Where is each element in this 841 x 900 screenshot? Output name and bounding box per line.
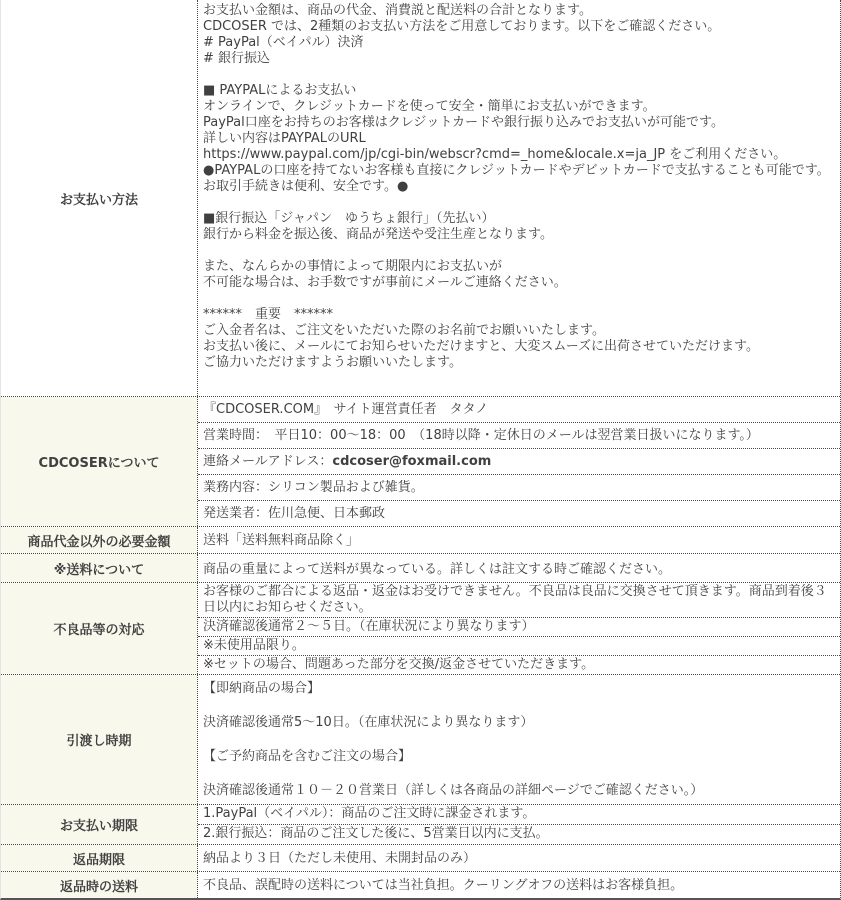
text-line: 詳しい内容はPAYPALのURL (203, 131, 366, 146)
text-line (203, 67, 835, 83)
row-defects (1, 583, 840, 675)
payment-deadline-bank: 2.銀行振込：商品のご注文した後に、5営業日以内に支払。 (198, 824, 840, 844)
row-extra-fees (1, 527, 840, 554)
text-line (203, 697, 835, 714)
text-line: ■銀行振込「ジャパン ゆうちょ銀行」（先払い） (203, 211, 495, 226)
row-delivery-time (1, 675, 840, 805)
payment-method-content (198, 0, 840, 396)
text-line: ●PAYPALの口座を持てないお客様も直接にクレジットカードやデビットカードで支払することも可能です。 (203, 163, 830, 178)
row-payment-method (1, 0, 840, 397)
text-line: 銀行から料金を振込後、商品が発送や受注生産となります。 (203, 227, 553, 242)
about-business-hours: 営業時間： 平日10：00～18：00 （18時以降・定休日のメールは翌営業日扱いになります。） (198, 422, 840, 448)
about-site-operator: 『CDCOSER.COM』 サイト運営責任者 タタノ (203, 402, 489, 417)
row-header-payment-method: お支払い方法 (1, 0, 198, 396)
row-shipping-note (1, 554, 840, 583)
text-line: 【即納商品の場合】 (203, 681, 321, 696)
text-line (203, 291, 835, 307)
about-content (198, 397, 840, 526)
about-shipping-carrier: 発送業者：佐川急便、日本郵政 (198, 500, 840, 526)
row-header-about: CDCOSERについて (1, 397, 198, 526)
text-line: お支払い後に、メールにてお知らせいただけますと、大変スムーズに出荷させていただけます。 (203, 339, 760, 354)
contact-email-address: cdcoser@foxmail.com (332, 454, 492, 469)
text-line (203, 765, 835, 782)
text-line: 決済確認後通常5～10日。（在庫状況により異なります） (203, 715, 534, 730)
about-contact (198, 448, 840, 474)
text-line: 不可能な場合は、お手数ですが事前にメールご連絡ください。 (203, 275, 567, 290)
return-shipping-content: 不良品、誤配時の送料については当社負担。クーリングオフの送料はお客様負担。 (203, 878, 684, 893)
row-header-defects: 不良品等の対応 (1, 583, 198, 674)
defects-policy: お客様のご都合による返品・返金はお受けできません。不良品は良品に交換させて頂きます。商品到着後３日以内にお知らせください。 (203, 584, 827, 615)
row-payment-deadline (1, 805, 840, 845)
text-line: お支払い金額は、商品の代金、消費説と配送料の合計となります。 (203, 3, 592, 18)
text-line: オンラインで、クレジットカードを使って安全・簡単にお支払いができます。 (203, 99, 656, 114)
return-deadline-content: 納品より３日（ただし未使用、未開封品のみ） (203, 851, 477, 866)
about-business-description: 業務内容：シリコン製品および雑貨。 (198, 474, 840, 500)
text-line: CDCOSER では、2種類のお支払い方法をご用意しております。以下をご確認ください。 (203, 19, 721, 34)
text-line: また、なんらかの事情によって期限内にお支払いが (203, 259, 503, 274)
text-line (203, 195, 835, 211)
text-line: ****** 重要 ****** (203, 307, 334, 322)
row-header-return-shipping: 返品時の送料 (1, 872, 198, 898)
payment-deadline-paypal: 1.PayPal（ベイパル）：商品のご注文時に課金されます。 (203, 806, 536, 821)
text-line: ■ PAYPALによるお支払い (203, 83, 357, 98)
row-header-extra-fees: 商品代金以外の必要金額 (1, 527, 198, 553)
text-line (203, 731, 835, 748)
text-line: PayPal口座をお持ちのお客様はクレジットカードや銀行振り込みでお支払いが可能です。 (203, 115, 724, 130)
payment-deadline-content (198, 805, 840, 844)
delivery-time-content (198, 675, 840, 804)
shipping-note-content: 商品の重量によって送料が異なっている。詳しくは註文する時ご確認ください。 (203, 562, 672, 577)
defects-content (198, 583, 840, 674)
row-header-payment-deadline: お支払い期限 (1, 805, 198, 844)
text-line: お取引手続きは便利、安全です。● (203, 179, 409, 194)
row-header-return-deadline: 返品期限 (1, 845, 198, 871)
extra-fees-content: 送料「送料無料商品除く」 (203, 533, 360, 548)
text-line (203, 243, 835, 259)
text-line: 決済確認後通常１０－２０営業日（詳しくは各商品の詳細ページでご確認ください。） (203, 783, 704, 798)
text-line: # PayPal（ベイパル）決済 (203, 35, 364, 50)
row-about (1, 397, 840, 527)
defects-unused-only: ※未使用品限り。 (198, 636, 840, 655)
text-line: https://www.paypal.com/jp/cgi-bin/webscr?cmd=_home&locale.x=ja_JP をご利用ください。 (203, 147, 787, 162)
row-header-shipping-note: ※送料について (1, 554, 198, 582)
text-line: 【ご予約商品を含むご注文の場合】 (203, 749, 412, 764)
defects-set-exchange: ※セットの場合、問題あった部分を交換/返金させていただきます。 (198, 655, 840, 674)
text-line: # 銀行振込 (203, 51, 271, 66)
text-line: ご協力いただけますようお願いいたします。 (203, 355, 462, 370)
text-line: ご入金者名は、ご注文をいただいた際のお名前でお願いいたします。 (203, 323, 605, 338)
defects-processing-time: 決済確認後通常２～５日。（在庫状況により異なります） (198, 617, 840, 636)
row-header-delivery-time: 引渡し時期 (1, 675, 198, 804)
row-return-shipping (1, 872, 840, 898)
contact-email-label: 連絡メールアドレス： (203, 454, 333, 469)
